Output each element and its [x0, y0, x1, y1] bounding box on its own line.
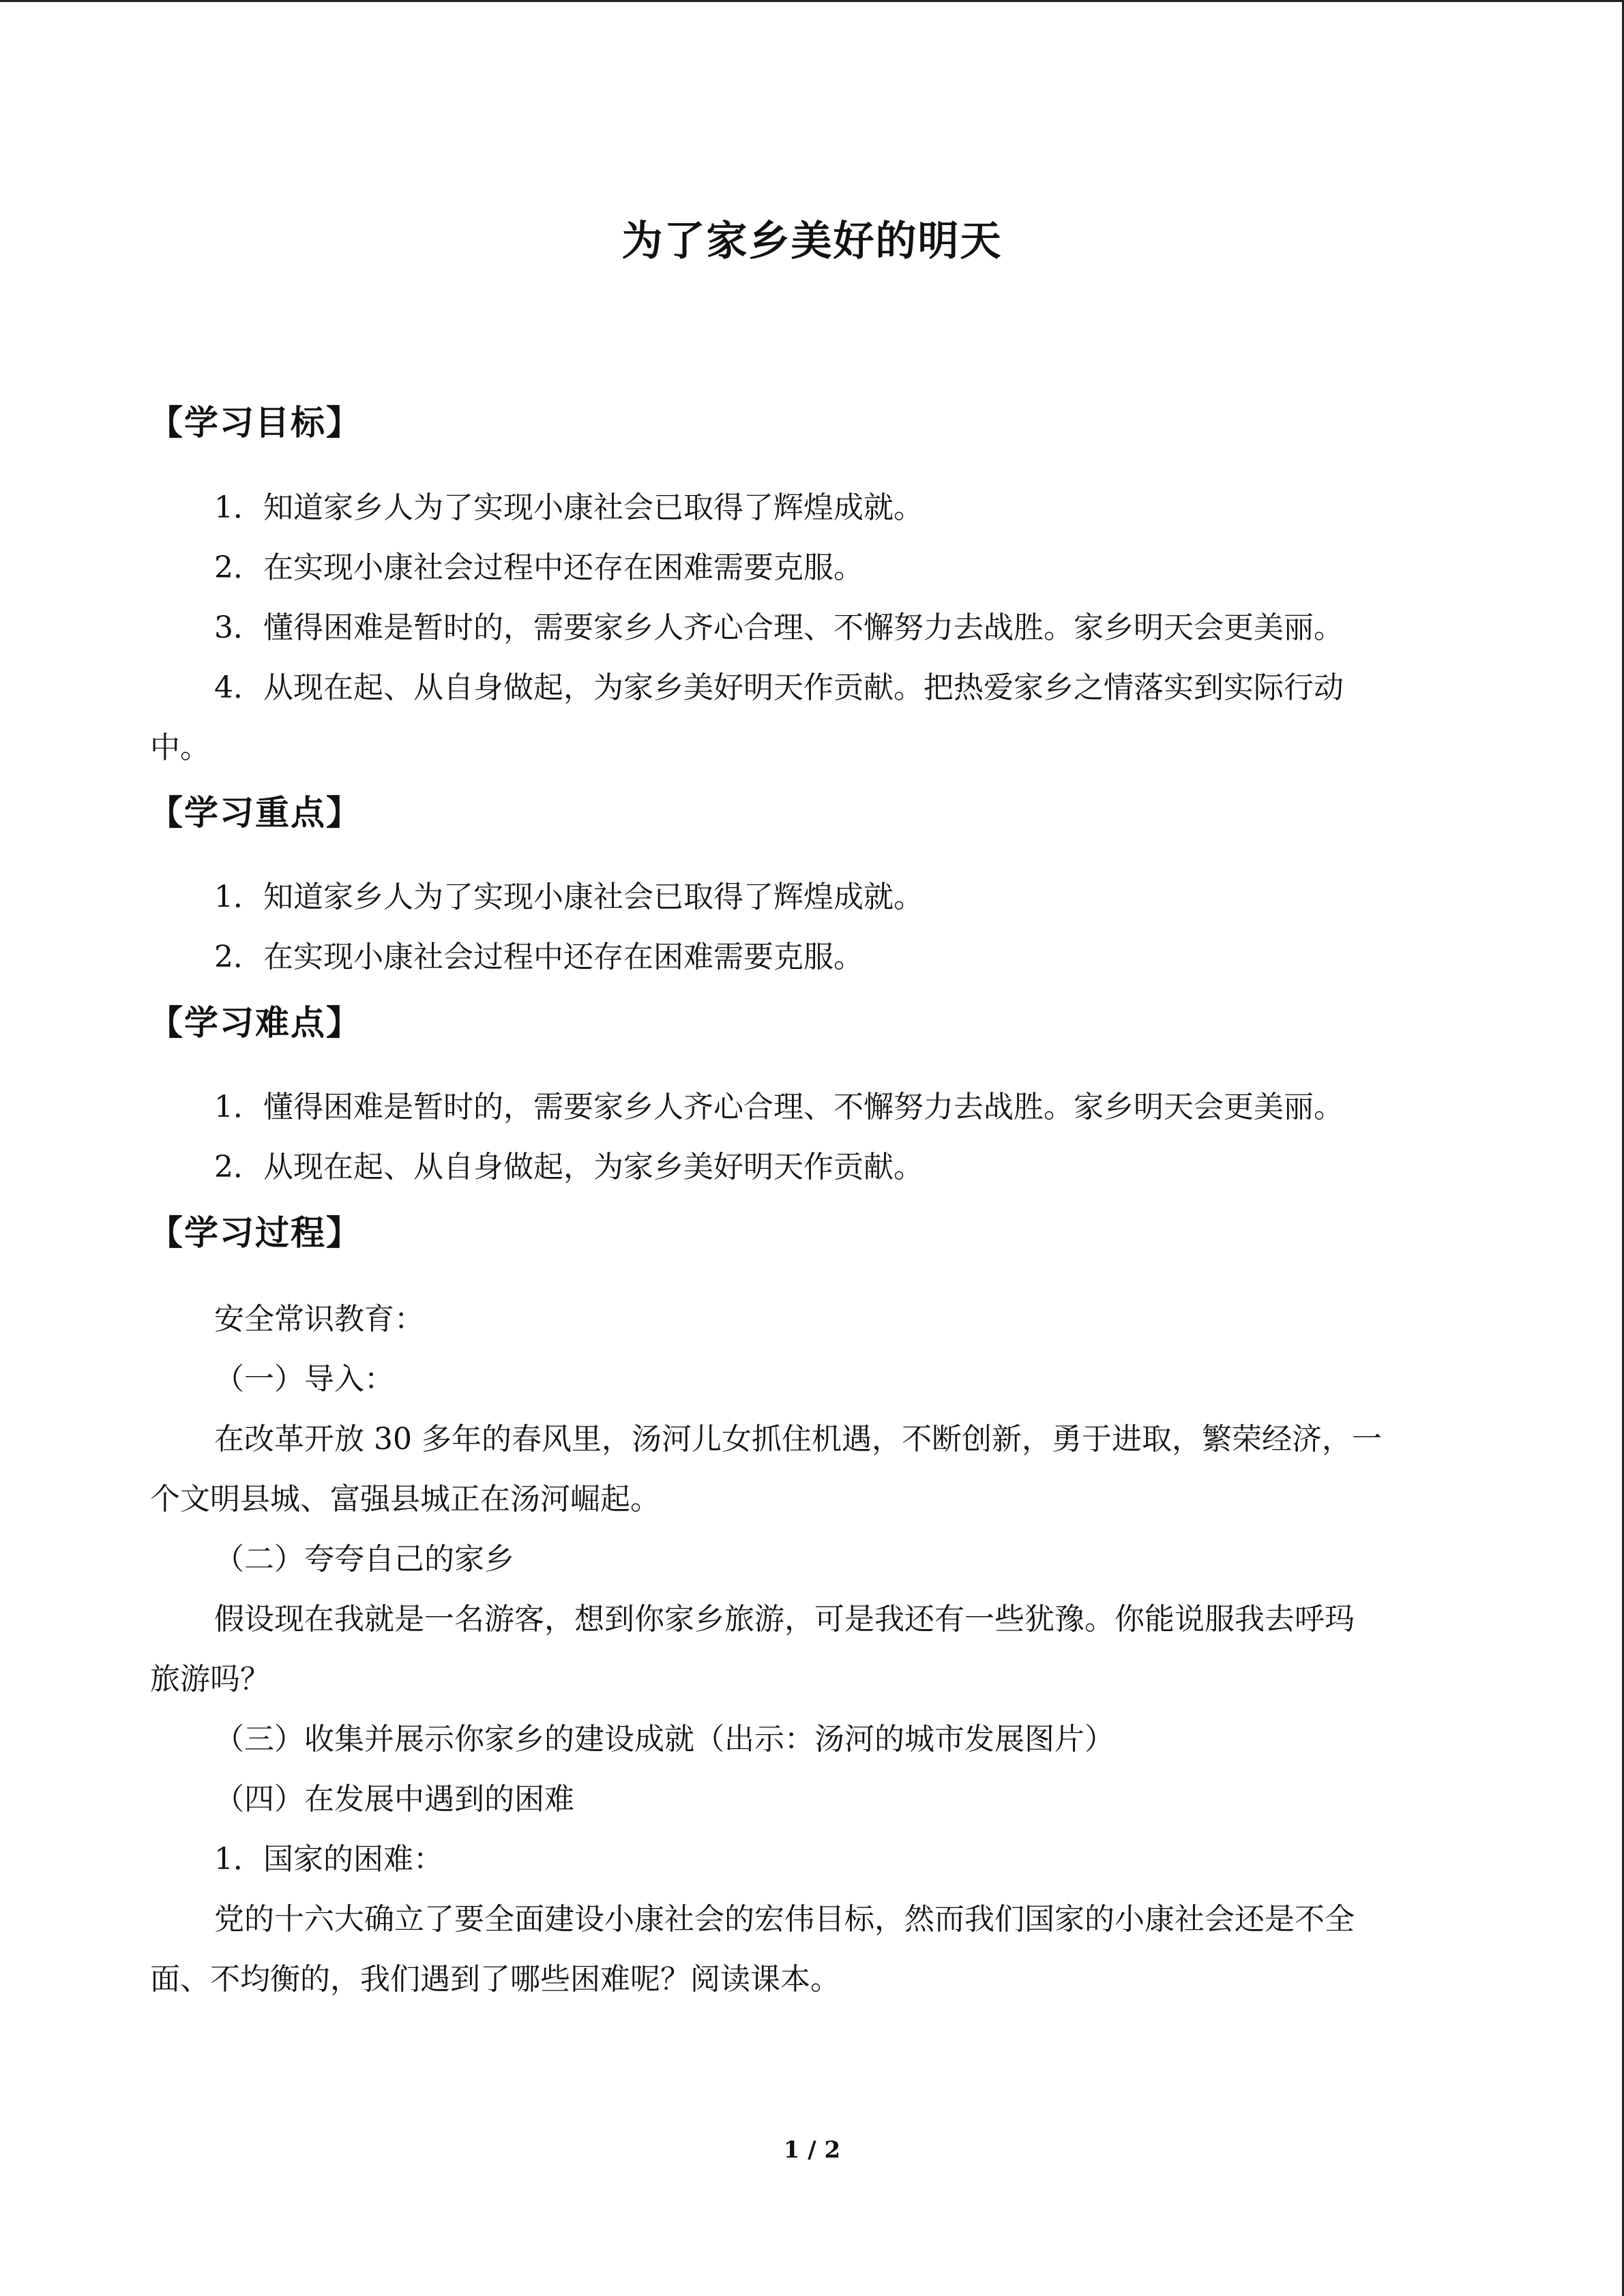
process-line-9-continued: 面、不均衡的，我们遇到了哪些困难呢？阅读课本。: [150, 1962, 840, 1997]
process-line-5: 假设现在我就是一名游客，想到你家乡旅游，可是我还有一些犹豫。你能说服我去呼玛: [214, 1602, 1355, 1637]
process-line-9: 党的十六大确立了要全面建设小康社会的宏伟目标，然而我们国家的小康社会还是不全: [214, 1902, 1355, 1937]
goals-line-2: 2．在实现小康社会过程中还存在困难需要克服。: [214, 550, 863, 585]
goals-line-4-continued: 中。: [150, 730, 210, 765]
process-line-7: （四）在发展中遇到的困难: [214, 1782, 574, 1817]
process-line-6: （三）收集并展示你家乡的建设成就（出示：汤河的城市发展图片）: [214, 1722, 1114, 1757]
goals-line-4: 4．从现在起、从自身做起，为家乡美好明天作贡献。把热爱家乡之情落实到实际行动: [214, 670, 1344, 705]
process-line-2: （一）导入：: [214, 1362, 394, 1397]
page-border-top: [0, 0, 1624, 2]
process-line-3-continued: 个文明县城、富强县城正在汤河崛起。: [150, 1482, 660, 1517]
section-heading-difficulties: 【学习难点】: [149, 1003, 361, 1043]
document-title: 为了家乡美好的明天: [621, 218, 1003, 265]
process-line-1: 安全常识教育：: [214, 1302, 424, 1337]
key-points-line-2: 2．在实现小康社会过程中还存在困难需要克服。: [214, 940, 863, 974]
page-number: 1 / 2: [783, 2136, 841, 2164]
difficulties-line-1: 1．懂得困难是暂时的，需要家乡人齐心合理、不懈努力去战胜。家乡明天会更美丽。: [214, 1090, 1344, 1124]
process-line-3: 在改革开放 30 多年的春风里，汤河儿女抓住机遇，不断创新，勇于进取，繁荣经济，一: [214, 1422, 1382, 1457]
section-heading-key-points: 【学习重点】: [149, 793, 361, 833]
section-heading-process: 【学习过程】: [149, 1213, 361, 1253]
goals-line-1: 1．知道家乡人为了实现小康社会已取得了辉煌成就。: [214, 490, 924, 525]
section-heading-goals: 【学习目标】: [149, 403, 361, 443]
goals-line-3: 3．懂得困难是暂时的，需要家乡人齐心合理、不懈努力去战胜。家乡明天会更美丽。: [214, 610, 1344, 645]
key-points-line-1: 1．知道家乡人为了实现小康社会已取得了辉煌成就。: [214, 880, 924, 914]
process-line-8: 1．国家的困难：: [214, 1842, 443, 1877]
difficulties-line-2: 2．从现在起、从自身做起，为家乡美好明天作贡献。: [214, 1150, 924, 1184]
process-line-4: （二）夸夸自己的家乡: [214, 1542, 514, 1577]
process-line-5-continued: 旅游吗？: [150, 1662, 270, 1697]
